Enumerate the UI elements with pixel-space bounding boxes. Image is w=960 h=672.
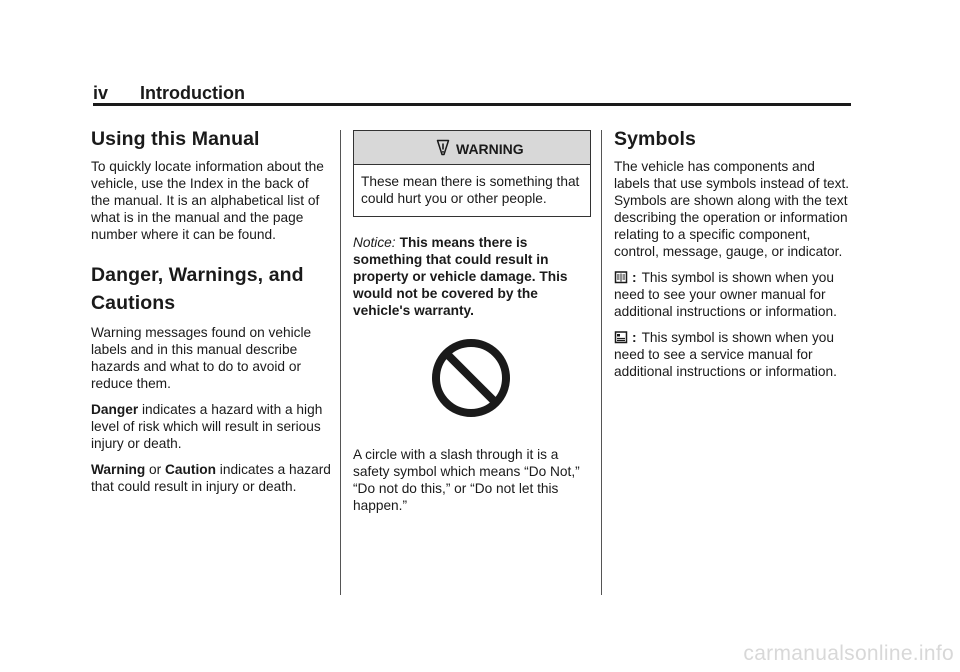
page-header (93, 82, 851, 108)
paragraph-warning-caution (91, 461, 331, 495)
page-number: iv (93, 83, 109, 103)
paragraph-using-manual: To quickly locate information about the vehicle, use the Index in the back of the manual. It is an alphabetical list of what is in the manual and the page number where it can be found. (91, 159, 324, 242)
paragraph-circle-slash: A circle with a slash through it is a safety symbol which means “Do Not,” “Do not do this,” or “Do not let this happen.” (353, 447, 580, 513)
prohibition-icon (429, 336, 513, 420)
column-left (91, 128, 331, 504)
warning-title: WARNING (456, 141, 524, 157)
owner-manual-text: This symbol is shown when you need to see your owner manual for additional instructions or information. (614, 270, 837, 319)
symbol-owner-manual (614, 269, 854, 320)
warning-caution-text: indicates a hazard that could result in injury or death. (91, 462, 331, 494)
warning-term: Warning (91, 462, 146, 477)
owner-manual-icon (614, 270, 628, 284)
notice-text: This means there is something that could result in property or vehicle damage. This would not be covered by the vehicle's warranty. (353, 235, 568, 318)
heading-using-manual: Using this Manual (91, 128, 260, 150)
column-divider-left (340, 130, 341, 595)
warning-body: These mean there is something that could hurt you or other people. (361, 174, 580, 206)
heading-symbols: Symbols (614, 128, 696, 150)
column-middle (353, 128, 593, 523)
warning-header (354, 131, 590, 165)
section-title: Introduction (140, 83, 245, 103)
column-right (614, 128, 854, 389)
danger-text: indicates a hazard with a high level of risk which will result in serious injury or death. (91, 402, 323, 451)
warning-icon (434, 139, 452, 157)
column-divider-right (601, 130, 602, 595)
notice-label: Notice: (353, 235, 396, 250)
notice-paragraph (353, 234, 593, 319)
heading-danger-warnings: Danger, Warnings, and Cautions (91, 264, 304, 314)
service-manual-text: This symbol is shown when you need to see a service manual for additional instructions or information. (614, 330, 837, 379)
service-manual-icon (614, 330, 628, 344)
header-rule (93, 103, 851, 106)
or-text: or (145, 462, 166, 477)
caution-term: Caution (165, 462, 216, 477)
danger-term: Danger (91, 402, 139, 417)
paragraph-symbols-intro: The vehicle has components and labels that use symbols instead of text. Symbols are shown along with the text describing the operation or information relating to a specific component, control, message, gauge, or indicator. (614, 159, 850, 259)
symbol-colon: : (632, 330, 637, 345)
warning-box (353, 130, 591, 217)
paragraph-danger (91, 401, 331, 452)
paragraph-warning-messages: Warning messages found on vehicle labels and in this manual describe hazards and what to do to avoid or reduce them. (91, 325, 312, 391)
symbol-service-manual (614, 329, 854, 380)
prohibition-symbol-area (353, 336, 593, 440)
watermark: carmanualsonline.info (743, 642, 954, 665)
symbol-colon: : (632, 270, 637, 285)
